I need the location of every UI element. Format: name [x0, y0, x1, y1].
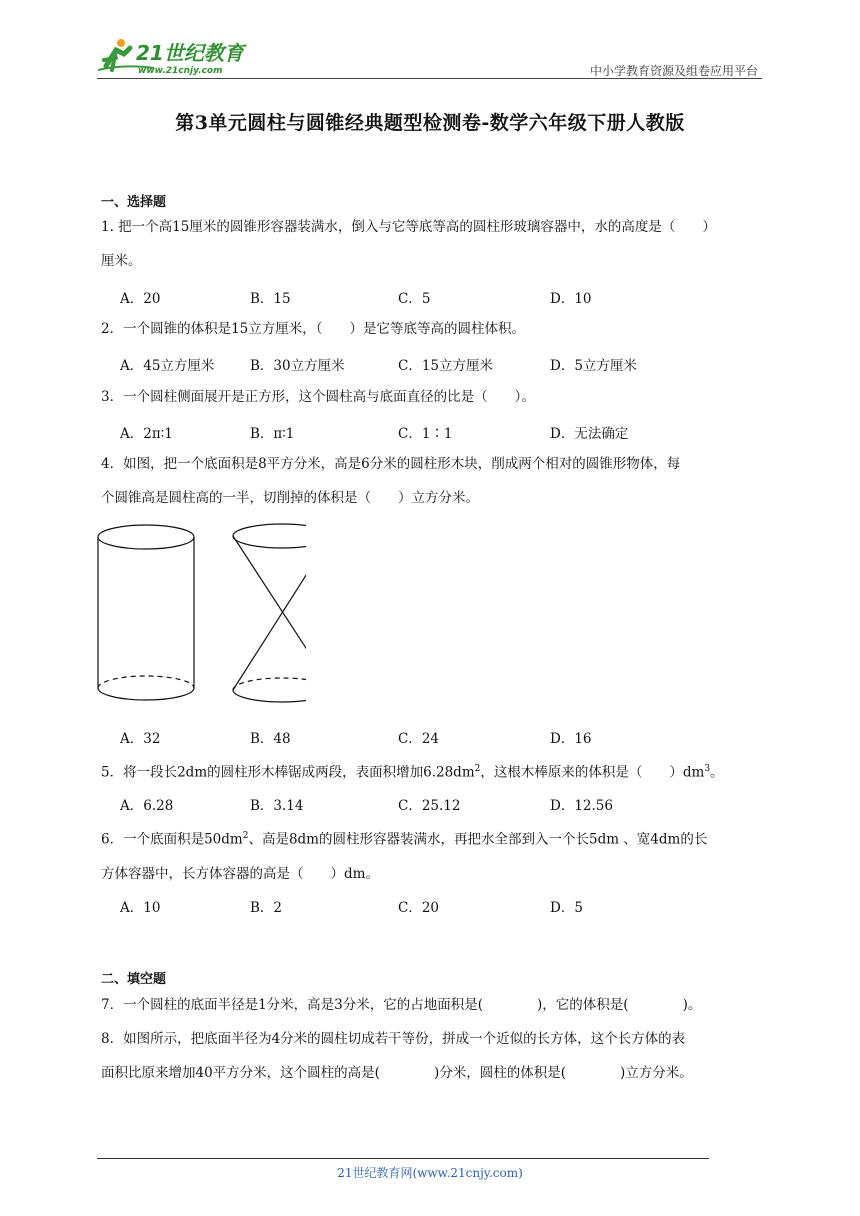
footer-divider: [97, 1158, 709, 1159]
option-d[interactable]: D．无法确定: [550, 426, 629, 442]
option-c[interactable]: C．25.12: [398, 798, 461, 814]
cylinder-figure: [98, 525, 194, 700]
option-b[interactable]: B．48: [250, 731, 291, 747]
option-a[interactable]: A．20: [120, 291, 161, 307]
section-heading-fill: 二、填空题: [101, 972, 167, 987]
option-c[interactable]: C．24: [398, 731, 440, 747]
question-1-line2: 厘米。: [101, 253, 142, 269]
option-d[interactable]: D．5: [550, 900, 583, 916]
site-logo: [94, 36, 264, 78]
question-4: [101, 447, 763, 515]
superscript: 2: [474, 764, 481, 774]
header-divider: [97, 78, 762, 79]
option-d[interactable]: D．12.56: [550, 798, 613, 814]
option-b[interactable]: B．3.14: [250, 798, 304, 814]
option-b[interactable]: B．15: [250, 291, 291, 307]
option-a[interactable]: A．32: [120, 731, 161, 747]
question-5-text-b: ，这根木棒原来的体积是（ ）dm: [480, 764, 705, 781]
question-8-line1: 8．如图所示，把底面半径为4分米的圆柱切成若干等份，拼成一个近似的长方体，这个长方体的表: [101, 1031, 686, 1047]
question-4-line1: 4．如图，把一个底面积是8平方分米，高是6分米的圆柱形木块，削成两个相对的圆锥形物体，每: [101, 456, 681, 472]
superscript: 3: [704, 764, 711, 774]
superscript: 2: [242, 831, 249, 841]
option-c[interactable]: C．15立方厘米: [398, 358, 494, 374]
option-b[interactable]: B．π∶1: [250, 426, 295, 442]
question-8: [101, 1022, 763, 1090]
question-4-line2: 个圆锥高是圆柱高的一半，切削掉的体积是（ ）立方分米。: [101, 490, 479, 506]
option-c[interactable]: C．5: [398, 291, 431, 307]
option-a[interactable]: A．6.28: [120, 798, 174, 814]
option-c[interactable]: C．20: [398, 900, 440, 916]
section-heading-choice: 一、选择题: [101, 195, 167, 210]
option-a[interactable]: A．45立方厘米: [120, 358, 215, 374]
page-title: 第3单元圆柱与圆锥经典题型检测卷-数学六年级下册人教版: [175, 112, 685, 134]
question-5-text-a: 5．将一段长2dm的圆柱形木棒锯成两段，表面积增加6.28dm: [101, 764, 475, 781]
logo-main-text: 21世纪教育: [136, 41, 244, 65]
option-a[interactable]: A．10: [120, 900, 161, 916]
platform-name: 中小学教育资源及组卷应用平台: [589, 64, 758, 78]
option-a[interactable]: A．2π∶1: [120, 426, 173, 442]
option-d[interactable]: D．16: [550, 731, 592, 747]
cylinder-cone-figure: [96, 520, 306, 710]
question-5: [101, 752, 763, 790]
question-3: 3．一个圆柱侧面展开是正方形，这个圆柱高与底面直径的比是（ ）。: [101, 389, 535, 405]
question-6-line1: [101, 819, 763, 857]
option-d[interactable]: D．10: [550, 291, 592, 307]
question-6-text-a: 6．一个底面积是50dm: [101, 831, 243, 848]
question-6: [101, 819, 763, 891]
question-5-text-c: 。: [710, 764, 724, 781]
double-cone-figure: [233, 524, 306, 702]
option-b[interactable]: B．2: [250, 900, 283, 916]
option-c[interactable]: C．1∶1: [398, 426, 453, 442]
logo-url-text: www.21cnjy.com: [138, 66, 223, 76]
option-d[interactable]: D．5立方厘米: [550, 358, 637, 374]
question-6-line2: 方体容器中，长方体容器的高是（ ）dm。: [101, 865, 379, 882]
option-b[interactable]: B．30立方厘米: [250, 358, 345, 374]
question-8-line2: 面积比原来增加40平方分米，这个圆柱的高是( )分米，圆柱的体积是( )立方分米。: [101, 1065, 693, 1081]
question-6-text-b: 、高是8dm的圆柱形容器装满水，再把水全部到入一个长5dm 、宽4dm的长: [248, 831, 708, 848]
question-7: 7．一个圆柱的底面半径是1分米，高是3分米，它的占地面积是( )，它的体积是( )。: [101, 997, 702, 1013]
question-1-line1: 1. 把一个高15厘米的圆锥形容器装满水，倒入与它等底等高的圆柱形玻璃容器中，水的高度是（ ）: [101, 219, 716, 235]
footer-link[interactable]: 21世纪教育网(www.21cnjy.com): [337, 1166, 523, 1180]
question-1: [101, 210, 763, 278]
question-2: 2．一个圆锥的体积是15立方厘米，（ ）是它等底等高的圆柱体积。: [101, 321, 526, 337]
